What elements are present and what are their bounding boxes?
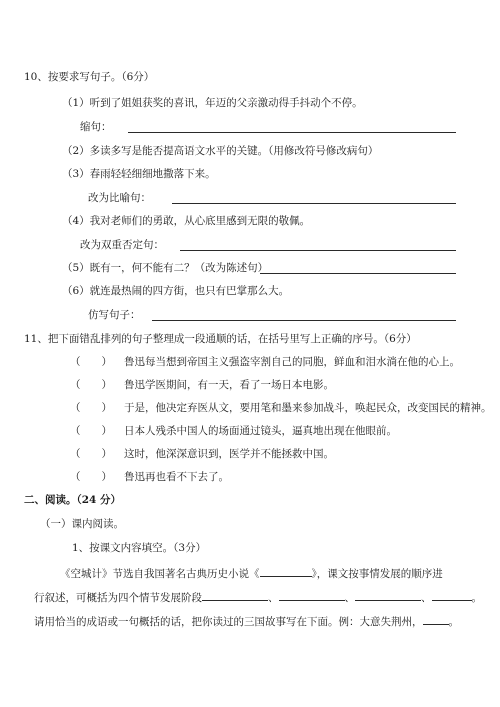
q11-item[interactable] [70,424,397,438]
q10-s3-label: 改为比喻句： [88,192,151,204]
fill-text: 请用恰当的成语或一句概括的话，把你读过的三国故事写在下面。例：大意失荆州， [34,616,423,628]
q11-item[interactable] [70,401,492,415]
fill-text: 行叙述，可概括为四个情节发展阶段 [34,592,202,604]
q11-item-text: 日本人残杀中国人的场面通过镜头，逼真地出现在他眼前。 [124,425,397,437]
q11-item-text: 鲁迅每当想到帝国主义强盗宰割自己的同胞，鲜血和泪水淌在他的心上。 [124,356,460,368]
q10-s1: （1）听到了姐姐获奖的喜讯，年迈的父亲激动得手抖动个不停。 [62,97,363,109]
q11-item[interactable] [70,355,460,369]
q10-heading: 10、按要求写句子。（6分） [24,71,155,83]
q11-item-text: 于是，他决定弃医从文，要用笔和墨来参加战斗，唤起民众，改变国民的精神。 [124,402,492,414]
q10-s1-label: 缩句： [80,121,112,133]
section2-heading: 二、阅读。（24 分） [24,494,122,506]
fill-paragraph-line1 [60,565,443,581]
stage-blank-1[interactable] [202,589,268,601]
story-blank[interactable] [423,613,449,625]
section2-q1: 1、按课文内容填空。（3分） [72,542,207,554]
q11-item-text: 鲁迅再也看不下去了。 [124,471,229,483]
fill-paragraph-line3 [34,613,459,629]
q11-item-text: 鲁迅学医期间，有一天，看了一场日本电影。 [124,379,334,391]
order-bracket[interactable]: （ ） [70,471,112,483]
q10-s2: （2）多读多写是能否提高语文水平的关键。（用修改符号修改病句） [62,145,379,157]
order-bracket[interactable]: （ ） [70,402,112,414]
q10-s5: （5）既有一，何不能有二？（改为陈述句） [62,262,269,274]
order-bracket[interactable]: （ ） [70,425,112,437]
q10-s6: （6）就连最热闹的四方街，也只有巴掌那么大。 [62,285,290,297]
fill-paragraph-line2: 行叙述，可概括为四个情节发展阶段 、 、 、 。 [34,589,482,605]
novel-title-blank[interactable] [260,565,312,577]
q10-s6-label: 仿写句子： [88,309,141,321]
q10-s4-label: 改为双重否定句： [80,239,164,251]
q10-s5-answer-line[interactable] [260,273,456,274]
q11-item-text: 这时，他深深意识到，医学并不能拯救中国。 [124,448,334,460]
fill-text: 《空城计》节选自我国著名古典历史小说《 [60,568,260,580]
section2-sub1: （一）课内阅读。 [40,518,124,530]
q10-s1-answer-line[interactable] [128,132,456,133]
q10-s4-answer-line[interactable] [180,250,456,251]
fill-text: 》，课文按事情发展的顺序进 [311,568,443,580]
fill-text: 。 [448,616,459,628]
stage-blank-3[interactable] [355,589,421,601]
stage-blank-4[interactable] [432,589,472,601]
order-bracket[interactable]: （ ） [70,379,112,391]
q11-item[interactable] [70,378,334,392]
q10-s4: （4）我对老师们的勇敢，从心底里感到无限的敬佩。 [62,215,311,227]
order-bracket[interactable]: （ ） [70,448,112,460]
q11-heading: 11、把下面错乱排列的句子整理成一段通顺的话，在括号里写上正确的序号。（6分） [24,333,417,345]
q10-s6-answer-line[interactable] [152,320,456,321]
q11-item[interactable] [70,447,334,461]
q11-item[interactable] [70,470,229,484]
q10-s3: （3）春雨轻轻细细地撒落下来。 [62,168,216,180]
stage-blank-2[interactable] [279,589,345,601]
q10-s3-answer-line[interactable] [172,203,456,204]
order-bracket[interactable]: （ ） [70,356,112,368]
